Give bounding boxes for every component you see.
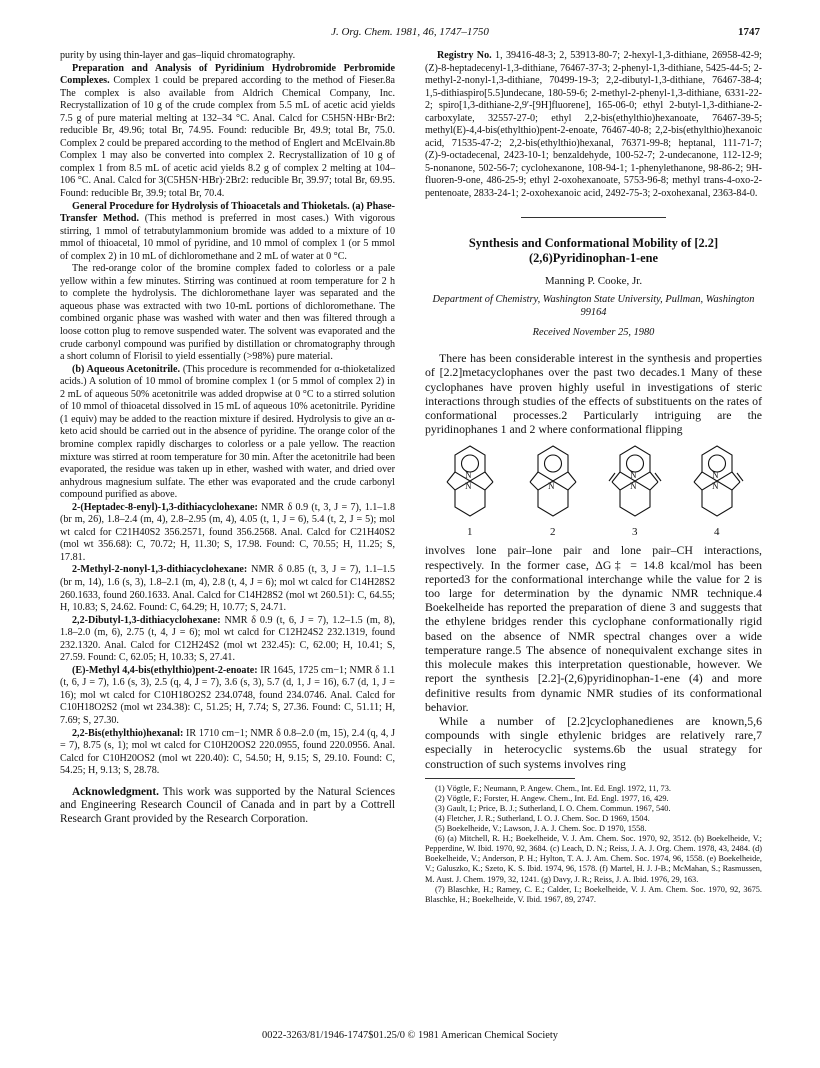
footnote: (1) Vögtle, F.; Neumann, P. Angew. Chem., Int. Ed. Engl. 1972, 11, 73. xyxy=(435,783,671,793)
nitrogen-label: N xyxy=(465,481,472,492)
section-heading: Preparation and Analysis of Pyridinium Hydrobromide Perbromide Complexes. xyxy=(60,62,395,87)
structure-label: 4 xyxy=(714,526,720,539)
nitrogen-label: N xyxy=(465,470,472,481)
section-general-procedure xyxy=(60,201,395,264)
footnote: (6) (a) Mitchell, R. H.; Boekelheide, V. J. Am. Chem. Soc. 1970, 92, 3512. (b) Boekelheide, V.; Pepperdine, W. Ibid. 1970, 92, 3684. (c) Leach, D. N.; Reiss, J. A. J. Org. Chem. 1978, 43, 2484. (d) Boekelheide, V.; Anderson, P. H.; Hylton, T. A. J. Am. Chem. Soc. 1974, 96, 1558. (e) Boekelheide, V.; Galuszko, K.; Szeto, K. S. Ibid. 1974, 96, 1578. (f) Martel, H. J. J-B.; McMahan, S.; Rasmussen, M. Aust. J. Chem. 1979, 32, 1241. (g) Davy, J. R.; Reiss, J. A. Ibid. 1976, 29, 163. xyxy=(425,834,762,884)
section-body: (This procedure is recommended for α-thioketalized acids.) A solution of 10 mmol of bromine complex 1 (or 5 mmol of complex 2) in 2 mL of aqueous 50% acetonitrile was added dropwise at 0 °C to a stirred solution of 10 mmol of thioacetal dissolved in 15 mL of aqueous 10% acetonitrile. Pyridine (1 equiv) may be added to the reaction mixture if desired. Hydrolysis to give an α-keto acid should be carried out in the absence of pyridine. The orange color of the bromine complex rapidly discharges to colorless or a pale yellow. The reaction mixture was stirred at room temperature for 30 min. After the acetonitrile had been evaporated, the residue was taken up in ether, washed with water, and dried over anhydrous magnesium sulfate. The ether was evaporated and the crude carbonyl compound purified as above. xyxy=(60,363,396,501)
structure-4 xyxy=(694,446,743,516)
nitrogen-label: N xyxy=(548,481,555,492)
compound-name: 2,2-Bis(ethylthio)hexanal: xyxy=(72,727,184,739)
nitrogen-label: N xyxy=(630,481,637,492)
structure-label: 3 xyxy=(632,526,638,539)
section-pyridinium xyxy=(60,63,395,201)
compound-name: 2-(Heptadec-8-enyl)-1,3-dithiacyclohexane: xyxy=(72,501,258,513)
compound-data: NMR δ 0.9 (t, 6, J = 7), 1.2–1.5 (m, 8), 1.8–2.0 (m, 6), 2.75 (t, 4, J = 6); mol wt calcd for C12H24S2 232.1319, found 232.1320. Anal. Calcd for C12H24S2 (mol wt 232.45): C, 62.00; H, 10.41; S, 27.59. Found: C, 62.05; H, 10.33; S, 27.41. xyxy=(60,614,395,664)
body-paragraph: While a number of [2.2]cyclophanedienes are known,5,6 compounds with single ethylenic bridges are relatively rare,7 especially in heterocyclic systems.6b the usual strategy for construction of such systems involves ring xyxy=(425,713,762,771)
journal-citation: J. Org. Chem. 1981, 46, 1747–1750 xyxy=(331,26,489,38)
footnote: (4) Fletcher, J. R.; Sutherland, I. O. J. Chem. Soc. D 1969, 1504. xyxy=(435,814,650,823)
paragraph-workup: The red-orange color of the bromine complex faded to colorless or a pale yellow within a few minutes. Stirring was continued at room temperature for 2 h to complete the hydrolysis. The dichloromethane layer was separated and the aqueous phase was extracted with two 10-mL portions of dichloromethane. The combined organic phase was washed with water and then was filtered through a loose cotton plug to remove suspended water. The solvent was evaporated and the crude carbonyl compound was purified by distillation or chromatography through a short column of Florisil to yield essentially (>98%) pure material. xyxy=(60,263,395,363)
compound-entry xyxy=(60,665,395,728)
footnote: (2) Vögtle, F.; Forster, H. Angew. Chem., Int. Ed. Engl. 1977, 16, 429. xyxy=(435,793,669,803)
article-title: Synthesis and Conformational Mobility of [2.2](2,6)Pyridinophan-1-ene xyxy=(468,235,719,265)
section-body: Complex 1 could be prepared according to the method of Fieser.8a The complex is also available from Aldrich Chemical Company, Inc. Recrystallization of 10 g of the crude complex from 5.5 mL of acetic acid yields 7.5 g of pure material melting at 132–34 °C. Anal. Calcd for C5H5N·HBr·Br2: reducible Br, 49.96; total Br, 74.95. Found: reducible Br, 49.9; total Br, 75.0. Complex 2 could be prepared according to the method of Englert and McElvain.8b Complex 1 may also be converted into complex 2. Recrystallization of 10 g of complex 1 from 8.5 mL of acetic acid yields 8.2 g of complex 2 melting at 104–106 °C. Anal. Calcd for 3(C5H5N·HBr)·2Br2: reducible Br, 39.97; total Br, 69.95. Found: reducible Br, 39.9; total Br, 70.4. xyxy=(60,75,395,200)
compound-data: NMR δ 0.85 (t, 3, J = 7), 1.1–1.5 (br m, 14), 1.6 (s, 3), 1.8–2.1 (m, 4), 2.8 (t, 4, J = 6); mol wt calcd for C14H28S2 260.1633, found 260.1633. Anal. Calcd for C14H28S2 (mol wt 260.51): C, 64.55; H, 10.83; S, 24.62. Found: C, 64.29; H, 10.77; S, 24.71. xyxy=(60,564,395,614)
compound-name: (E)-Methyl 4,4-bis(ethylthio)pent-2-enoate: xyxy=(72,664,258,676)
compound-entry xyxy=(60,615,395,665)
footnote: (3) Gault, I.; Price, B. J.; Sutherland, I. O. Chem. Commun. 1967, 540. xyxy=(435,803,671,813)
author-affiliation: Department of Chemistry, Washington State University, Pullman, Washington 99164 xyxy=(432,294,755,318)
nitrogen-label: N xyxy=(712,470,719,481)
article-author: Manning P. Cooke, Jr. xyxy=(544,274,643,287)
section-aqueous xyxy=(60,364,395,502)
registry-numbers xyxy=(425,50,762,201)
nitrogen-label: N xyxy=(712,481,719,492)
registry-heading: Registry No. xyxy=(437,50,492,61)
footnote-divider xyxy=(425,778,575,779)
right-column xyxy=(425,50,762,905)
structures-figure xyxy=(425,444,762,522)
compound-name: 2,2-Dibutyl-1,3-dithiacyclohexane: xyxy=(72,614,221,626)
registry-body: 1, 39416-48-3; 2, 53913-80-7; 2-hexyl-1,3-dithiane, 26958-42-9; (Z)-8-heptadecenyl-1,3-dithiane, 76467-37-3; 2-phenyl-1,3-dithiane, 5425-44-5; 2-methyl-2-nonyl-1,3-dithiane, 70499-19-3; 2,2-dibutyl-1,3-dithiane, 76467-38-4; 1,5-dithiaspiro[5.5]undecane, 180-59-6; 2-methyl-2-phenyl-1,3-dithiane, 6331-22-2; spiro[1,3-dithiane-2,9′-[9H]fluorene], 165-06-0; ethyl 2-butyl-1,3-dithiane-2-carboxylate, 32557-27-0; ethyl 2,2-bis(ethylthio)hexanoate, 76467-39-5; methyl(E)-4,4-bis(ethylthio)pent-2-enoate, 76467-40-8; 2,2-bis(ethylthio)hexanoic acid, 71535-47-2; 2,2-bis(ethylthio)hexanal, 76371-99-8; heptanal, 111-71-7; (Z)-9-octadecenal, 2423-10-1; benzaldehyde, 100-52-7; 2-undecanone, 112-12-9; 5-nonanone, 502-56-7; cyclohexanone, 108-94-1; 1-phenylethanone, 98-86-2; 9H-fluoren-9-one, 486-25-9; ethyl 2-oxohexanoate, 5753-96-8; methyl trans-4-oxo-2-pentenoate, 2833-24-1; 2-oxohexanoic acid, 2492-75-3; 2-oxohexanal, 2363-84-0. xyxy=(425,50,762,200)
section-heading: (b) Aqueous Acetonitrile. xyxy=(72,363,180,375)
acknowledgment-heading: Acknowledgment. xyxy=(72,785,159,798)
structure-labels xyxy=(425,526,762,540)
compound-data: IR 1645, 1725 cm−1; NMR δ 1.1 (t, 6, J = 7), 1.6 (s, 3), 2.5 (q, 4, J = 7), 3.6 (s, 3), 5.7 (d, 1, J = 16), 6.7 (d, 1, J = 16); mol wt calcd for C10H18O2S2 234.0748, found 234.0746. Anal. Calcd for C10H18O2S2 (mol wt 234.38): C, 51.25; H, 7.74; S, 27.36. Found: C, 51.11; H, 7.69; S, 27.30. xyxy=(60,664,395,726)
page-number: 1747 xyxy=(738,26,760,38)
structure-label: 1 xyxy=(467,526,473,539)
pyridinophane-structures xyxy=(425,444,762,522)
acknowledgment xyxy=(60,786,395,827)
paragraph-purity: purity by using thin-layer and gas–liquid chromatography. xyxy=(60,50,296,61)
left-column xyxy=(60,50,395,827)
nitrogen-label: N xyxy=(630,470,637,481)
compound-data: IR 1710 cm−1; NMR δ 0.8–2.0 (m, 15), 2.4 (q, 4, J = 7), 8.75 (s, 1); mol wt calcd for C10H20OS2 220.0955, found 220.0956. Anal. Calcd for C10H20OS2 (mol wt 220.40): C, 54.50; H, 9.15; S, 29.10. Found: C, 54.25; H, 9.13; S, 28.78. xyxy=(60,727,395,777)
footnotes xyxy=(425,784,762,905)
copyright-footer: 0022-3263/81/1946-1747$01.25/0 © 1981 American Chemical Society xyxy=(262,1030,558,1041)
body-paragraph: involves lone pair–lone pair and lone pair–CH interactions, respectively. In the former case, ΔG‡ = 14.8 kcal/mol has been reported3 for the conformational interchange while the value for 2 is too large for determination by the dynamic NMR technique.4 Boekelheide has reported the preparation of diene 3 and suggests that the ethylene bridges render this cyclophane conformationally rigid based on the absence of NMR spectral changes over a wide temperature range.5 The absence of nonequivalent exchange sites in this molecule makes this interpretation questionable, however. We report the synthesis [2.2]-(2,6)pyridinophan-1-ene (4) and more definitive results from dynamic NMR studies of its conformational behavior. xyxy=(425,543,762,714)
running-head xyxy=(0,26,820,42)
compound-entry xyxy=(60,502,395,565)
section-divider xyxy=(521,217,666,218)
compound-data: NMR δ 0.9 (t, 3, J = 7), 1.1–1.8 (br m, 26), 1.8–2.4 (m, 4), 2.8–2.95 (m, 4), 4.05 (t, 1, J = 6), 5.4 (t, 2, J = 5); mol wt calcd for C21H40S2 356.2571, found 356.2568. Anal. Calcd for C21H40S2 (mol wt 356.68): C, 70.72; H, 11.30; S, 17.98. Found: C, 70.55; H, 11.25; S, 17.81. xyxy=(60,501,395,563)
footnote: (5) Boekelheide, V.; Lawson, J. A. J. Chem. Soc. D 1970, 1558. xyxy=(435,824,647,834)
acknowledgment-body: This work was supported by the Natural Sciences and Engineering Research Council of Canada and in part by a Cottrell Research Grant provided by the Research Corporation. xyxy=(60,785,395,825)
section-heading: General Procedure for Hydrolysis of Thioacetals and Thioketals. (a) Phase-Transfer Method. xyxy=(60,200,395,225)
compound-entry xyxy=(60,728,395,778)
footnote: (7) Blaschke, H.; Ramey, C. E.; Calder, I.; Boekelheide, V. J. Am. Chem. Soc. 1970, 92, 3675. Blaschke, H.; Boekelheide, V. Ibid. 1967, 89, 2747. xyxy=(425,884,762,904)
section-body: (This method is preferred in most cases.) With vigorous stirring, 1 mmol of tetrabutylammonium bromide was added to a mixture of 10 mmol of thioacetal, 10 mmol of pyridine, and 10 mmol of complex 1 (or 5 mmol of complex 2) in 10 mL of dichloromethane and 2 mL of water at 0 °C. xyxy=(60,213,395,262)
compound-name: 2-Methyl-2-nonyl-1,3-dithiacyclohexane: xyxy=(72,564,248,576)
compound-entry xyxy=(60,564,395,614)
structure-label: 2 xyxy=(550,526,556,539)
received-date: Received November 25, 1980 xyxy=(532,326,655,338)
intro-paragraph: There has been considerable interest in the synthesis and properties of [2.2]metacyclophanes over the past two decades.1 Many of these cyclophanes have proven highly useful in investigations of steric interactions through studies of the effects of substituents on the rates of conformational processes.2 Particularly intriguing are the pyridinophanes 1 and 2 where conformational flipping xyxy=(425,351,762,437)
